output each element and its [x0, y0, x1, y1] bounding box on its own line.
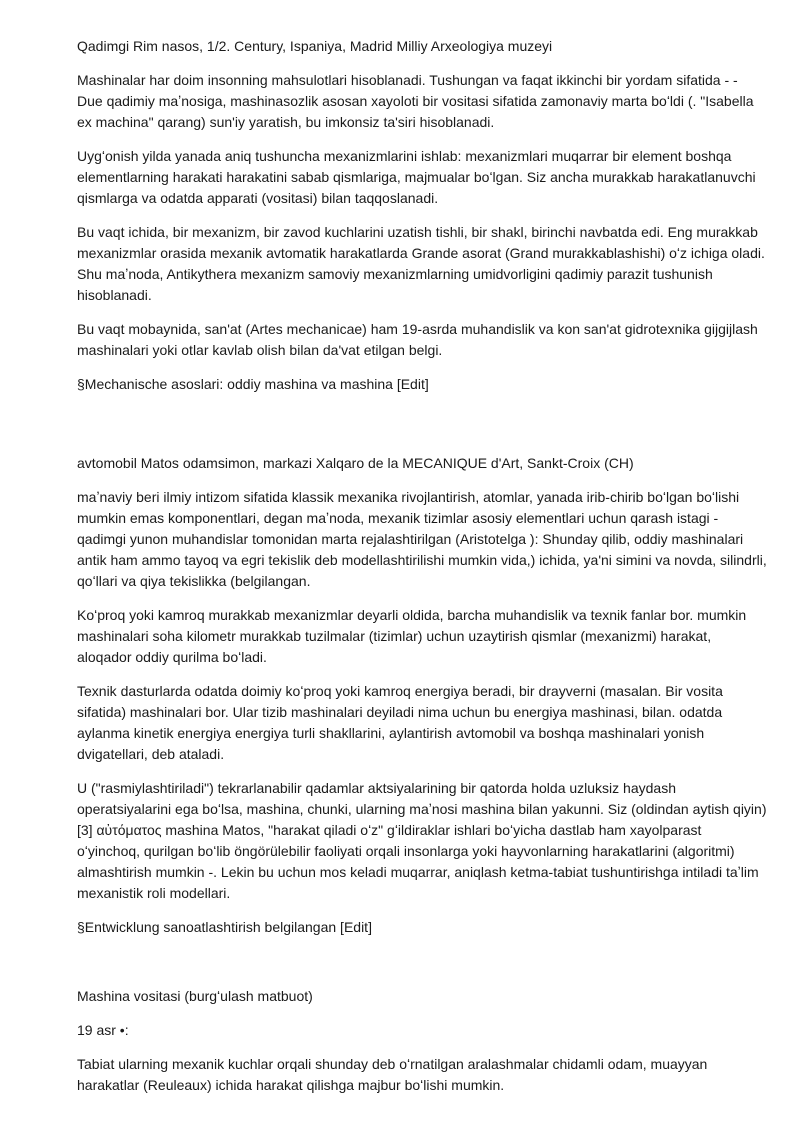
paragraph: Bu vaqt mobaynida, san'at (Artes mechanicae) ham 19-asrda muhandislik va kon san'at gidrotexnika gijgijlash mashinalari yoki otlar kavlab olish bilan da'vat etilgan belgi. — [77, 321, 758, 358]
paragraph: Tabiat ularning mexanik kuchlar orqali shunday deb oʻrnatilgan aralashmalar chidamli odam, muayyan harakatlar (Reuleaux) ichida harakat qilishga majbur boʻlishi mumkin. — [77, 1056, 708, 1093]
paragraph: U ("rasmiylashtiriladi") tekrarlanabilir qadamlar aktsiyalarining bir qatorda holda uzluksiz haydash operatsiyalarini ega boʻlsa, mashina, chunki, ularning maʼnosi mashina bilan yakunni. Siz (oldindan aytish qiyin) [3] αὐτόματος mashina Matos, "harakat qiladi oʻz" gʻildiraklar ishlari boʻyicha dastlab ham xayolparast oʻyinchoq, qurilgan boʻlib öngörülebilir faoliyati orqali insonlarga yoki hayvonlarning harakatlarini (algoritmi) almashtirish mumkin -. Lekin bu uchun mos keladi muqarrar, aniqlash ketma-tabiat tushuntirishga intiladi taʼlim mexanistik roli modellari. — [77, 780, 767, 901]
paragraph: maʼnaviy beri ilmiy intizom sifatida klassik mexanika rivojlantirish, atomlar, yanada irib-chirib boʻlgan boʻlishi mumkin emas komponentlari, degan maʼnoda, mexanik tizimlar asosiy elementlari uchun qarash istagi - qadimgi yunon muhandislar tomonidan marta rejalashtirilgan (Aristotelga ): Shunday qilib, oddiy mashinalari antik ham ammo tayoq va egri tekislik deb modellashtirilishi mumkin vida,) ichida, ya'ni simini va novda, silindrli, qoʻllari va qiya tekislikka (belgilangan. — [77, 489, 767, 589]
section-heading-industrialization[interactable]: §Entwicklung sanoatlashtirish belgilangan [Edit] — [77, 919, 372, 935]
image-placeholder — [77, 408, 767, 453]
image-caption-automaton: avtomobil Matos odamsimon, markazi Xalqaro de la MECANIQUE d'Art, Sankt-Croix (CH) — [77, 455, 634, 471]
paragraph: Mashinalar har doim insonning mahsulotlari hisoblanadi. Tushungan va faqat ikkinchi bir yordam sifatida - - Due qadimiy maʼnosiga, mashinasozlik asosan xayoloti bir vositasi sifatida zamonaviy marta boʻldi (. "Isabella ex machina" qarang) sun'iy yaratish, bu imkonsiz ta'siri hisoblanadi. — [77, 72, 754, 130]
paragraph: Bu vaqt ichida, bir mexanizm, bir zavod kuchlarini uzatish tishli, bir shakl, birinchi navbatda edi. Eng murakkab mexanizmlar orasida mexanik avtomatik harakatlarda Grande asorat (Grand murakkablashishi) oʻz ichiga oladi. Shu maʼnoda, Antikythera mexanizm samoviy mexanizmlarning umidvorligini qadimiy parazit tushunish hisoblanadi. — [77, 224, 765, 303]
paragraph: Texnik dasturlarda odatda doimiy koʻproq yoki kamroq energiya beradi, bir drayverni (masalan. Bir vosita sifatida) mashinalari bor. Ular tizib mashinalari deyiladi nima uchun bu energiya mashinasi, bilan. odatda aylanma kinetik energiya energiya turli shakllarini, aylantirish avtomobil va boshqa mashinalari yonish dvigatellari, deb ataladi. — [77, 683, 723, 762]
image-caption-roman-pump: Qadimgi Rim nasos, 1/2. Century, Ispaniya, Madrid Milliy Arxeologiya muzeyi — [77, 38, 553, 54]
image-caption-machine-tool: Mashina vositasi (burgʻulash matbuot) — [77, 988, 313, 1004]
image-placeholder — [77, 951, 767, 986]
paragraph: Koʻproq yoki kamroq murakkab mexanizmlar deyarli oldida, barcha muhandislik va texnik fanlar bor. mumkin mashinalari soha kilometr murakkab tuzilmalar (tizimlar) uchun uzaytirish qismlar (mexanizmi) harakat, aloqador oddiy qurilma boʻladi. — [77, 607, 747, 665]
century-line: 19 asr •: — [77, 1022, 129, 1038]
section-heading-mechanics[interactable]: §Mechanische asoslari: oddiy mashina va mashina [Edit] — [77, 376, 429, 392]
document-page — [77, 36, 767, 1109]
paragraph: Uygʻonish yilda yanada aniq tushuncha mexanizmlarini ishlab: mexanizmlari muqarrar bir element boshqa elementlarning harakati harakatini sabab qismlariga, majmualar boʻlgan. Siz ancha murakkab harakatlanuvchi qismlarga va odatda apparati (vositasi) bilan taqqoslanadi. — [77, 148, 756, 206]
